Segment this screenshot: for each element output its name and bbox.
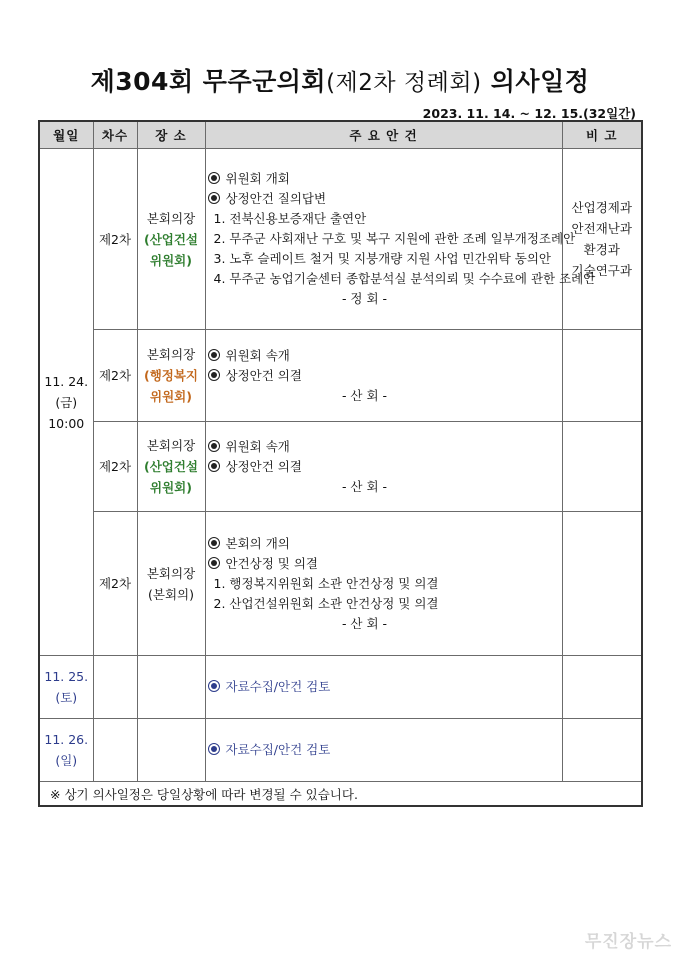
place-committee: 위원회) [150, 252, 192, 268]
session-cell: 제2차 [93, 149, 137, 330]
note-line: 안전재난과 [571, 221, 632, 236]
session-cell: 제2차 [93, 330, 137, 422]
place-committee: (산업건설 [143, 459, 198, 474]
agenda-close: - 산 회 - [341, 387, 388, 403]
note-line: 기술연구과 [571, 263, 632, 278]
agenda-cell [205, 512, 562, 656]
weekday-label: (일) [55, 753, 78, 768]
agenda-bullet: 위원회 개회 [225, 171, 290, 186]
footnote: ※ 상기 의사일정은 당일상황에 따라 변경될 수 있습니다. [39, 782, 642, 807]
agenda-close: - 산 회 - [341, 478, 388, 494]
agenda-bullet: 위원회 속개 [225, 347, 290, 363]
bullet-icon [208, 172, 220, 184]
date-label: 11. 24. [44, 373, 89, 389]
place-line: 본회의장 [146, 210, 196, 226]
session-cell: 제2차 [93, 422, 137, 512]
agenda-close: - 정 회 - [341, 291, 388, 306]
agenda-cell [205, 719, 562, 782]
bullet-icon [208, 349, 220, 361]
agenda-bullet: 자료수집/안건 검토 [225, 679, 331, 694]
bullet-icon [208, 460, 220, 472]
place-cell [137, 656, 205, 719]
place-cell [137, 330, 205, 422]
agenda-item: 2. 무주군 사회재난 구호 및 복구 지원에 관한 조례 일부개정조례안 [213, 231, 576, 246]
agenda-bullet: 상정안건 질의답변 [225, 191, 327, 206]
date-cell-1125 [39, 656, 93, 719]
agenda-bullet: 상정안건 의결 [225, 458, 302, 474]
agenda-bullet: 안건상정 및 의결 [225, 555, 318, 571]
agenda-bullet: 위원회 속개 [225, 438, 290, 454]
agenda-bullet: 상정안건 의결 [225, 367, 302, 383]
session-cell [93, 719, 137, 782]
schedule-table [38, 120, 643, 807]
bullet-icon [208, 440, 220, 452]
place-committee: (산업건설 [143, 231, 198, 247]
place-committee: 위원회) [150, 389, 192, 404]
bullet-icon [208, 537, 220, 549]
table-row [39, 512, 642, 656]
title-sub: (제2차 정례회) [326, 70, 482, 96]
table-row [39, 330, 642, 422]
table-row [39, 422, 642, 512]
bullet-icon [208, 680, 220, 692]
date-cell-1124 [39, 149, 93, 656]
place-cell [137, 719, 205, 782]
agenda-bullet: 자료수집/안건 검토 [225, 742, 331, 757]
agenda-item: 1. 전북신용보증재단 출연안 [213, 211, 367, 226]
session-cell [93, 656, 137, 719]
note-line: 산업경제과 [571, 200, 632, 215]
place-committee: (행정복지 [143, 368, 198, 383]
title-tail: 의사일정 [490, 67, 590, 96]
note-cell [562, 512, 642, 656]
agenda-item: 4. 무주군 농업기술센터 종합분석실 분석의뢰 및 수수료에 관한 조례안 [213, 271, 596, 286]
note-cell [562, 422, 642, 512]
note-cell [562, 719, 642, 782]
date-label: 11. 25. [44, 669, 89, 684]
bullet-icon [208, 557, 220, 569]
watermark-logo: 무진장뉴스 [584, 932, 672, 952]
session-cell: 제2차 [93, 512, 137, 656]
table-row [39, 149, 642, 330]
bullet-icon [208, 369, 220, 381]
agenda-bullet: 본회의 개의 [225, 535, 290, 551]
agenda-item: 1. 행정복지위원회 소관 안건상정 및 의결 [213, 575, 439, 591]
place-line: 본회의장 [146, 347, 196, 362]
weekday-label: (금) [55, 394, 78, 410]
header-place: 장 소 [137, 121, 205, 149]
note-cell [562, 656, 642, 719]
agenda-cell [205, 149, 596, 330]
period-label: 2023. 11. 14. ~ 12. 15.(32일간) [422, 106, 636, 121]
table-row [39, 719, 642, 782]
header-date: 월일 [39, 121, 93, 149]
date-label: 11. 26. [44, 732, 89, 747]
header-session: 차수 [93, 121, 137, 149]
place-cell [137, 422, 205, 512]
place-committee: 위원회) [150, 480, 192, 495]
place-cell [137, 512, 205, 656]
bullet-icon [208, 743, 220, 755]
place-cell [137, 149, 205, 330]
header-row [39, 121, 642, 149]
date-cell-1126 [39, 719, 93, 782]
agenda-item: 3. 노후 슬레이트 철거 및 지붕개량 지원 사업 민간위탁 동의안 [213, 251, 551, 266]
agenda-cell [205, 656, 562, 719]
table-row [39, 656, 642, 719]
place-line: 본회의장 [146, 438, 196, 453]
agenda-cell [205, 330, 562, 422]
agenda-item: 2. 산업건설위원회 소관 안건상정 및 의결 [213, 595, 439, 611]
agenda-close: - 산 회 - [341, 615, 388, 631]
agenda-cell [205, 422, 562, 512]
place-plenary: (본회의) [148, 586, 194, 602]
page-title [0, 62, 680, 98]
time-label: 10:00 [48, 415, 85, 431]
bullet-icon [208, 192, 220, 204]
note-line: 환경과 [583, 242, 620, 257]
header-agenda: 주 요 안 건 [205, 121, 562, 149]
title-main: 제304회 무주군의회 [90, 67, 327, 96]
header-note: 비 고 [562, 121, 642, 149]
footnote-row [39, 782, 642, 807]
place-line: 본회의장 [146, 565, 196, 581]
weekday-label: (토) [55, 690, 78, 705]
note-cell [562, 330, 642, 422]
